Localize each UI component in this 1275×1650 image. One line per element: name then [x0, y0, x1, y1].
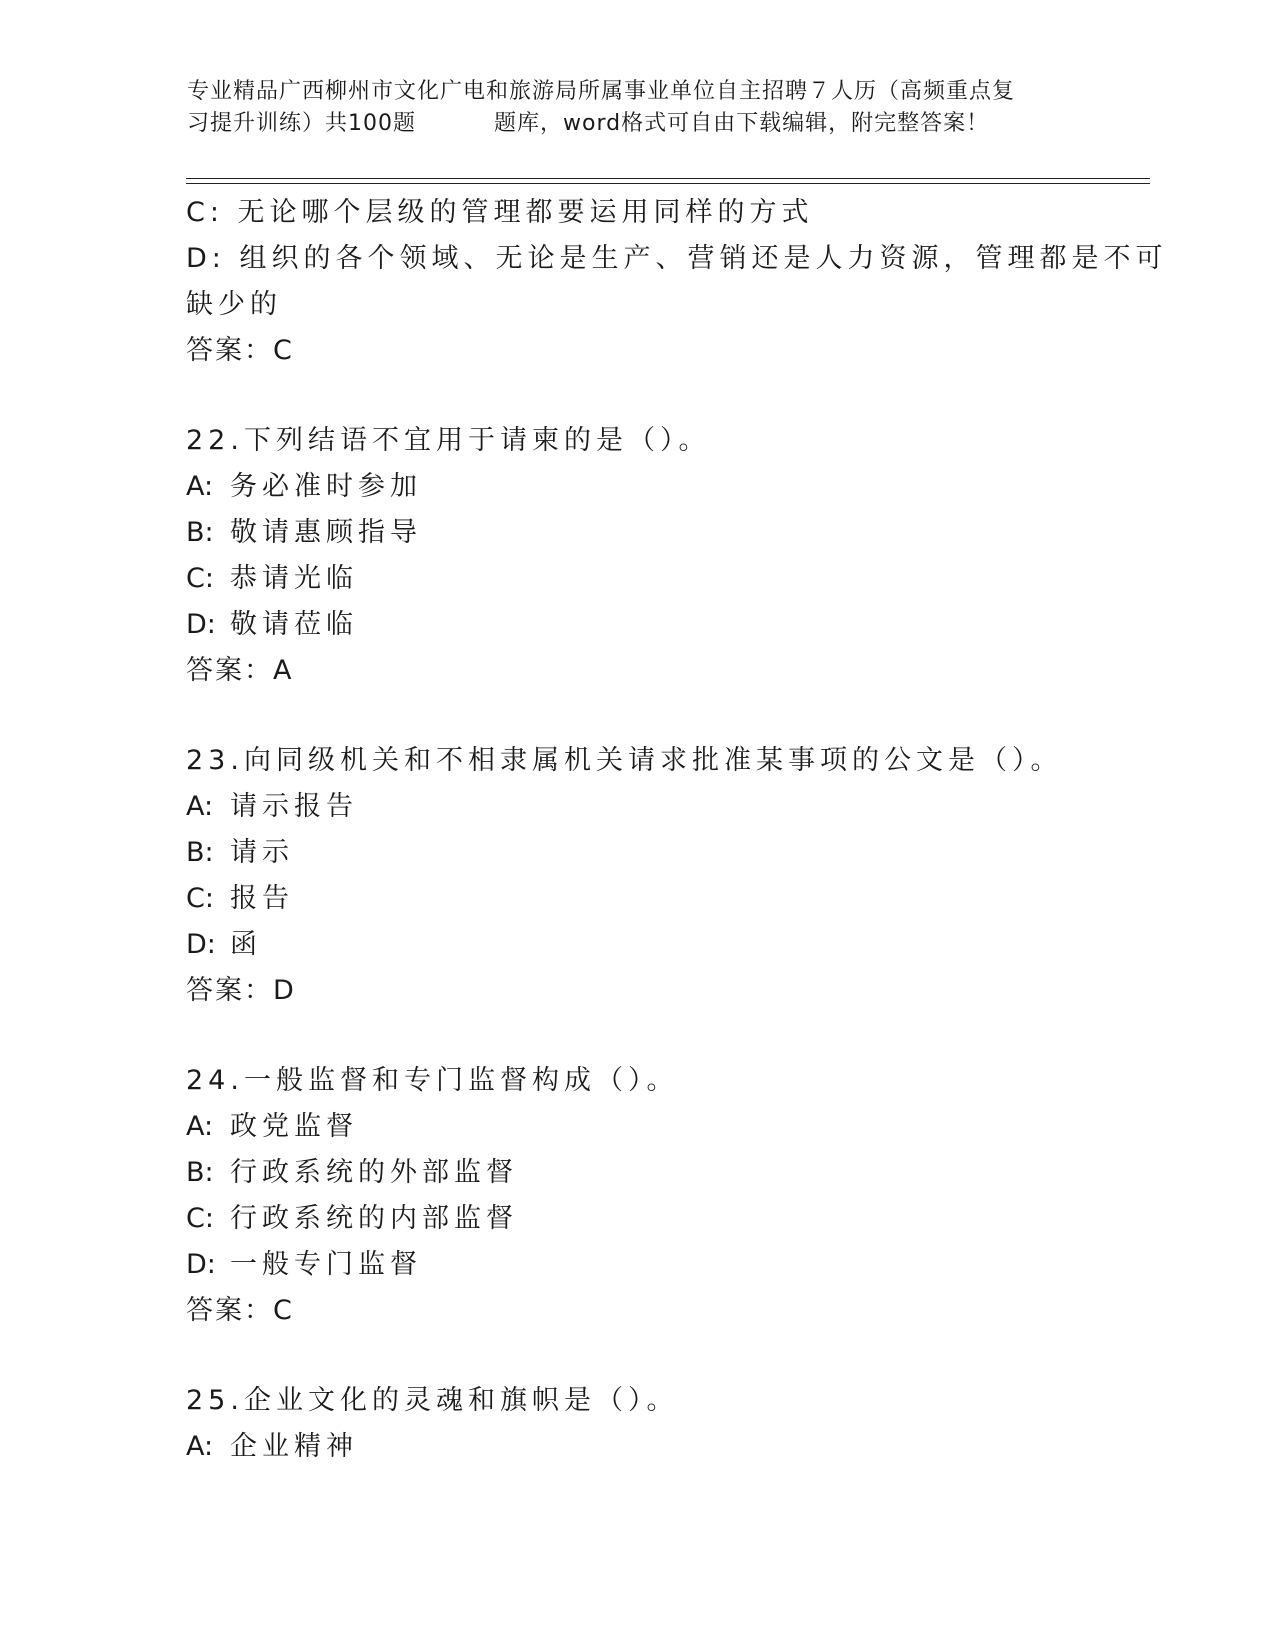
question-22-option-c: C: 恭请光临 [186, 563, 358, 594]
question-25-title: 25.企业文化的灵魂和旗帜是（）。 [186, 1385, 679, 1416]
question-content [186, 190, 1168, 1470]
question-22-option-d: D: 敬请莅临 [186, 609, 358, 640]
header-line-2-part-2: 题库，word格式可自由下载编辑，附完整答案！ [494, 111, 990, 136]
prev-option-d-line-1: D: 组织的各个领域、无论是生产、营销还是人力资源，管理都是不可 [186, 243, 1168, 274]
prev-option-c: C: 无论哪个层级的管理都要运用同样的方式 [186, 197, 814, 228]
header-line-2 [187, 108, 1087, 140]
question-24-option-a: A: 政党监督 [186, 1111, 358, 1142]
question-22-answer: 答案：A [186, 655, 294, 686]
question-24-option-d: D: 一般专门监督 [186, 1249, 422, 1280]
question-23-option-d: D: 函 [186, 929, 262, 960]
question-24-option-c: C: 行政系统的内部监督 [186, 1203, 518, 1234]
prev-answer: 答案：C [186, 335, 294, 366]
question-24-option-b: B: 行政系统的外部监督 [186, 1157, 518, 1188]
question-23-option-b: B: 请示 [186, 837, 294, 868]
page-header [187, 76, 1087, 140]
question-23-option-c: C: 报告 [186, 883, 294, 914]
header-rule-top [186, 178, 1150, 179]
header-line-1: 专业精品广西柳州市文化广电和旅游局所属事业单位自主招聘７人历（高频重点复 [187, 79, 1016, 104]
question-23-option-a: A: 请示报告 [186, 791, 358, 822]
question-23-answer: 答案：D [186, 975, 296, 1006]
question-25-option-a: A: 企业精神 [186, 1431, 358, 1462]
question-22-option-a: A: 务必准时参加 [186, 471, 422, 502]
header-line-2-part-1: 习提升训练）共100题 [187, 111, 416, 136]
header-rule-bottom [186, 183, 1150, 184]
question-22-title: 22.下列结语不宜用于请柬的是（）。 [186, 425, 711, 456]
question-23-title: 23.向同级机关和不相隶属机关请求批准某事项的公文是（）。 [186, 745, 1063, 776]
question-22-option-b: B: 敬请惠顾指导 [186, 517, 422, 548]
prev-option-d-line-2: 缺少的 [186, 289, 282, 320]
question-24-answer: 答案：C [186, 1295, 294, 1326]
question-24-title: 24.一般监督和专门监督构成（）。 [186, 1065, 679, 1096]
